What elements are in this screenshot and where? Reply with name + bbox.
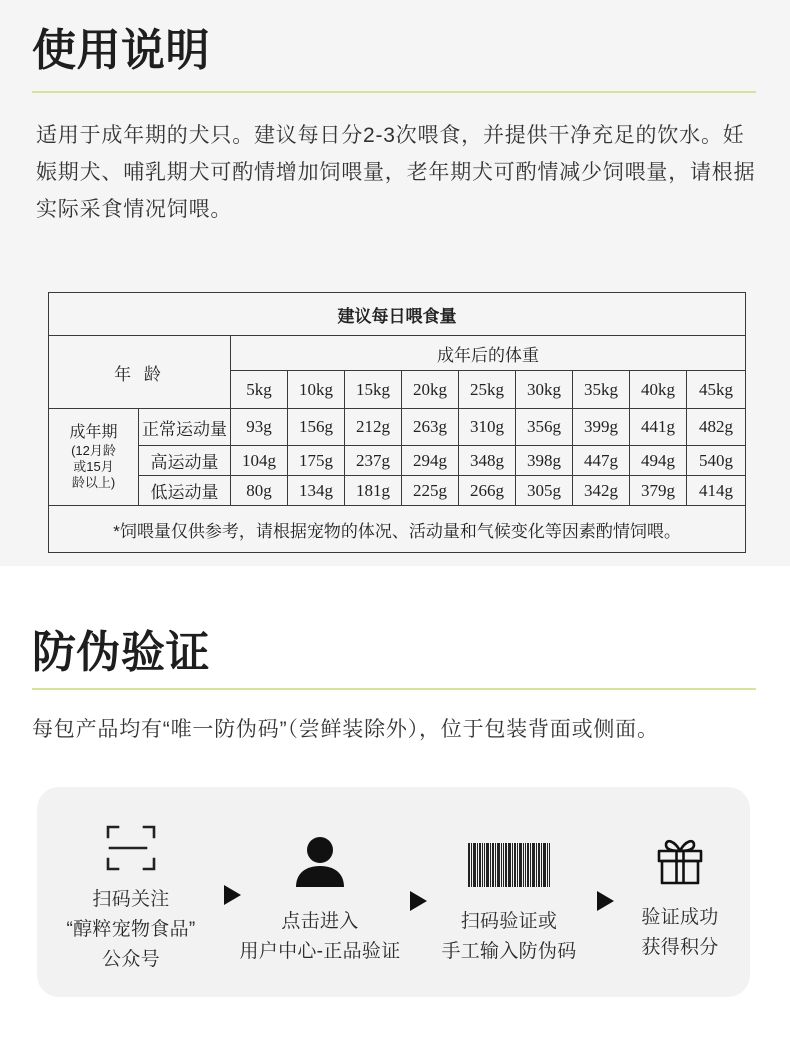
feed-amount-cell: 441g [630, 409, 687, 446]
usage-paragraph: 适用于成年期的犬只。建议每日分2-3次喂食，并提供干净充足的饮水。妊娠期犬、哺乳期犬可酌情增加饲喂量，老年期犬可酌情减少饲喂量，请根据实际采食情况饲喂。 [36, 124, 756, 221]
weight-column-header: 10kg [288, 371, 345, 409]
age-group-note-line: 或15月 [73, 459, 114, 474]
step-text-line: 获得积分 [641, 937, 719, 958]
weight-column-header: 25kg [459, 371, 516, 409]
table-footnote: *饲喂量仅供参考，请根据宠物的体况、活动量和气候变化等因素酌情饲喂。 [49, 506, 746, 553]
weight-column-header: 30kg [516, 371, 573, 409]
weight-column-header: 45kg [687, 371, 746, 409]
feed-amount-cell: 348g [459, 446, 516, 476]
feed-amount-cell: 156g [288, 409, 345, 446]
step-text-line: 验证成功 [641, 907, 719, 928]
feed-amount-cell: 540g [687, 446, 746, 476]
barcode-icon [468, 843, 550, 887]
feed-amount-cell: 482g [687, 409, 746, 446]
activity-label-normal: 正常运动量 [139, 409, 231, 446]
arrow-right-icon [224, 885, 241, 905]
verification-title-rule [32, 688, 756, 690]
scan-icon [106, 825, 156, 871]
feed-amount-cell: 398g [516, 446, 573, 476]
feed-amount-cell: 80g [231, 476, 288, 506]
feed-amount-cell: 356g [516, 409, 573, 446]
gift-icon [657, 835, 703, 885]
usage-title: 使用说明 [32, 26, 210, 75]
step-user-center [225, 907, 415, 967]
usage-title-rule [32, 91, 756, 93]
step-text-line: 用户中心-正品验证 [239, 941, 401, 962]
verification-steps-card [37, 787, 750, 997]
feed-amount-cell: 342g [573, 476, 630, 506]
feed-amount-cell: 310g [459, 409, 516, 446]
step-text-line: 点击进入 [281, 911, 359, 932]
feed-amount-cell: 263g [402, 409, 459, 446]
age-group-note-line: (12月龄 [71, 443, 116, 458]
user-icon [294, 837, 346, 887]
feed-amount-cell: 181g [345, 476, 402, 506]
weight-column-header: 35kg [573, 371, 630, 409]
feed-amount-cell: 447g [573, 446, 630, 476]
age-header: 年 龄 [49, 336, 231, 409]
activity-label-low: 低运动量 [139, 476, 231, 506]
step-text-line: “醇粹宠物食品” [66, 919, 196, 940]
feed-amount-cell: 225g [402, 476, 459, 506]
age-group-cell [49, 409, 139, 506]
age-group-label: 成年期 [69, 424, 118, 441]
feed-amount-cell: 175g [288, 446, 345, 476]
step-success-points [610, 903, 750, 963]
step-text-line: 公众号 [102, 949, 160, 970]
activity-label-high: 高运动量 [139, 446, 231, 476]
feed-amount-cell: 93g [231, 409, 288, 446]
feed-amount-cell: 399g [573, 409, 630, 446]
feed-amount-cell: 294g [402, 446, 459, 476]
table-title: 建议每日喂食量 [49, 293, 746, 336]
step-verify-code [414, 907, 604, 967]
feed-amount-cell: 237g [345, 446, 402, 476]
step-text-line: 扫码关注 [92, 889, 170, 910]
verification-title: 防伪验证 [32, 628, 210, 677]
step-text-line: 手工输入防伪码 [441, 941, 577, 962]
weight-column-header: 15kg [345, 371, 402, 409]
weight-column-header: 40kg [630, 371, 687, 409]
weight-column-header: 20kg [402, 371, 459, 409]
step-text-line: 扫码验证或 [460, 911, 558, 932]
weight-header: 成年后的体重 [231, 336, 746, 371]
feed-amount-cell: 379g [630, 476, 687, 506]
feeding-table [48, 292, 746, 553]
weight-column-header: 5kg [231, 371, 288, 409]
feed-amount-cell: 104g [231, 446, 288, 476]
feed-amount-cell: 212g [345, 409, 402, 446]
feed-amount-cell: 266g [459, 476, 516, 506]
feed-amount-cell: 414g [687, 476, 746, 506]
feed-amount-cell: 305g [516, 476, 573, 506]
step-scan-follow [41, 885, 221, 975]
age-group-note-line: 龄以上) [71, 475, 116, 490]
feed-amount-cell: 494g [630, 446, 687, 476]
verification-paragraph: 每包产品均有“唯一防伪码”（尝鲜装除外），位于包装背面或侧面。 [32, 718, 659, 741]
feed-amount-cell: 134g [288, 476, 345, 506]
